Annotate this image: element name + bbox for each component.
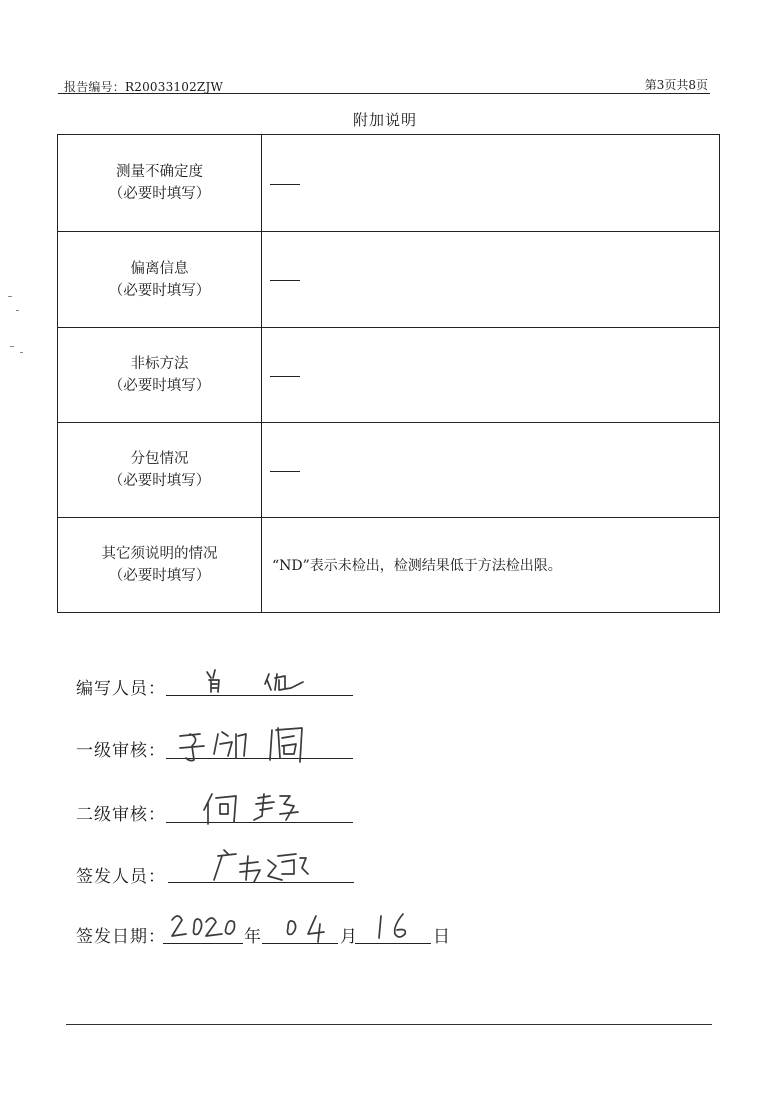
row-value-cell: [262, 232, 720, 328]
row-label-cell: [58, 232, 262, 328]
table-row: [58, 328, 720, 423]
table-row: [58, 423, 720, 518]
date-day-line: [355, 943, 431, 944]
row-label-cell: [58, 423, 262, 518]
scan-speck: [20, 352, 23, 353]
report-number-value: R20033102ZJW: [125, 80, 224, 94]
row-label-cell: [58, 518, 262, 613]
row-label-cell: [58, 328, 262, 423]
scan-speck: [10, 346, 14, 347]
second-review-signature: [200, 790, 320, 828]
empty-dash: [270, 471, 300, 472]
row-value-cell: [262, 518, 720, 613]
empty-dash: [270, 376, 300, 377]
date-year-unit: 年: [244, 927, 261, 947]
row-note: （必要时填写）: [108, 282, 211, 299]
row-value-cell: [262, 328, 720, 423]
row-label: 其它须说明的情况: [101, 546, 218, 562]
date-day-handwritten: [375, 912, 425, 942]
row-note: （必要时填写）: [108, 378, 211, 394]
compiler-signature: [205, 668, 325, 696]
row-label-cell: [58, 135, 262, 232]
row-label: 测量不确定度: [116, 164, 203, 180]
additional-notes-table: [57, 134, 720, 613]
page-info: 第3页共8页: [644, 78, 708, 92]
row-label: 偏离信息: [130, 260, 189, 277]
date-month-line: [262, 943, 338, 944]
compiler-label: 编写人员：: [76, 679, 166, 699]
row-value-cell: [262, 135, 720, 232]
date-day-unit: 日: [433, 927, 450, 947]
empty-dash: [270, 280, 300, 281]
first-review-label: 一级审核：: [76, 741, 166, 761]
row-note: （必要时填写）: [108, 186, 211, 202]
row-label: 非标方法: [130, 356, 189, 372]
page-title: 附加说明: [352, 111, 417, 129]
row-note: （必要时填写）: [108, 568, 211, 584]
date-month-unit: 月: [340, 927, 357, 947]
date-year-handwritten: [170, 912, 244, 942]
issue-date-label: 签发日期：: [76, 927, 166, 947]
report-number-label: 报告编号：: [64, 80, 126, 94]
scan-speck: [16, 310, 19, 311]
second-review-label: 二级审核：: [76, 805, 166, 825]
table-row: [58, 518, 720, 613]
table-row: [58, 232, 720, 328]
row-value-cell: [262, 423, 720, 518]
table-row: [58, 135, 720, 232]
date-year-line: [163, 943, 243, 944]
row-value: “ND”表示未检出，检测结果低于方法检出限。: [272, 558, 562, 574]
first-review-signature: [178, 726, 328, 766]
issuer-signature: [210, 846, 330, 886]
date-month-handwritten: [282, 914, 342, 942]
scan-speck: [8, 296, 12, 297]
header-divider: [58, 93, 710, 94]
footer-divider: [66, 1024, 712, 1025]
empty-dash: [270, 184, 300, 185]
row-label: 分包情况: [130, 451, 189, 467]
issuer-label: 签发人员：: [76, 867, 166, 887]
row-note: （必要时填写）: [108, 473, 211, 489]
